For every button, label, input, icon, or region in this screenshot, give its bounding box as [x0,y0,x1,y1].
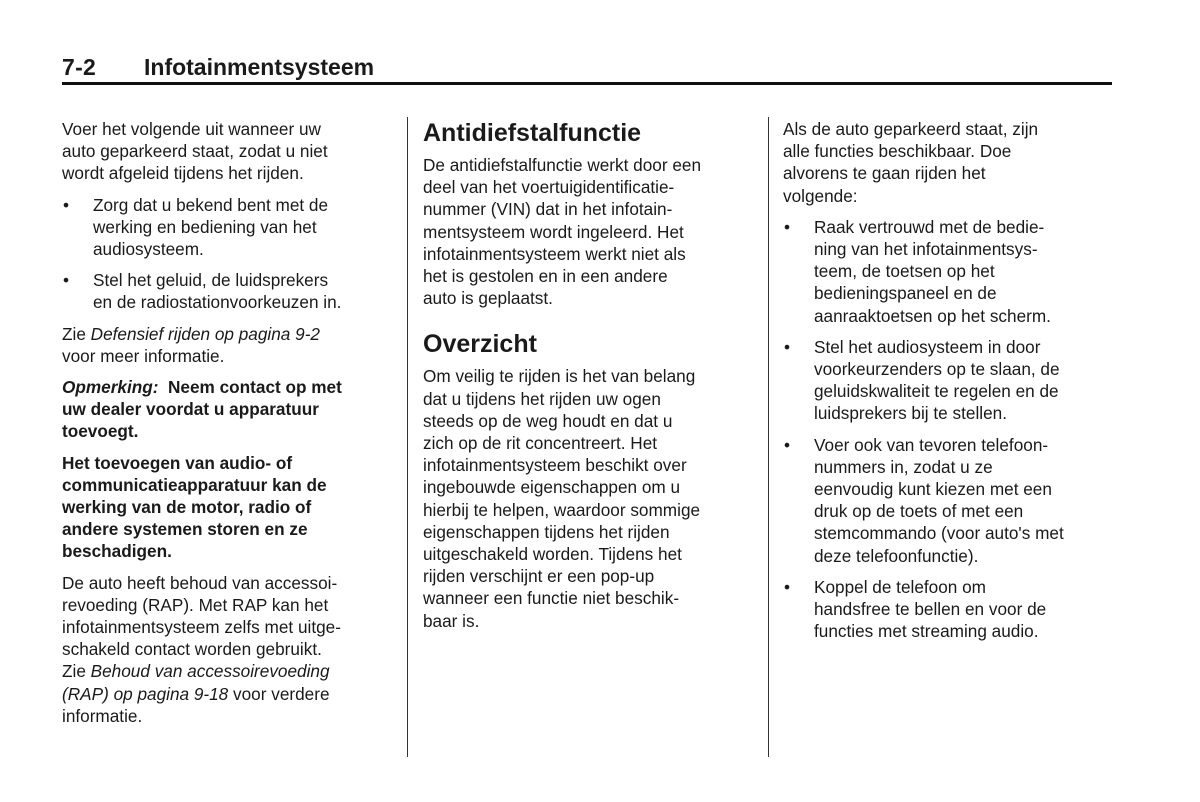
column-left [62,118,398,736]
note: Opmerking: Neem contact op met uw dealer voordat u apparatuur toevoegt. [62,377,342,442]
list-item: • Stel het geluid, de luidsprekers en de radiostationvoorkeuzen in. [63,270,342,313]
section-heading: Antidiefstalfunctie [423,119,642,147]
section-heading: Overzicht [423,330,537,359]
list-item: • Zorg dat u bekend bent met de werking en bediening van het audiosysteem. [63,194,329,260]
column-divider [407,117,408,757]
list-item: • Koppel de telefoon om handsfree te bellen en voor de functies met streaming audio. [784,576,1047,642]
intro-paragraph: Als de auto geparkeerd staat, zijn alle functies beschikbaar. Doe alvorens te gaan rijden het volgende: [783,119,1039,206]
bullet-icon: • [784,434,791,455]
warning: Het toevoegen van audio- of communicatieapparatuur kan de werking van de motor, radio of andere systemen storen en ze beschadigen. [62,452,327,562]
reference-link[interactable]: (RAP) op pagina 9-18 [62,683,229,704]
column-right [783,118,1119,651]
page-number: 7-2 [62,54,97,80]
page-title: Infotainmentsysteem [144,54,375,80]
bullet-icon: • [784,576,791,597]
list-item: • Raak vertrouwd met de bedie- ning van het infotainmentsys- teem, de toetsen op het bedieningspaneel en de aanraaktoetsen op het scherm. [784,216,1051,326]
column-middle [423,118,761,641]
reference-link[interactable]: Defensief rijden op pagina 9-2 [90,323,320,344]
bullet-icon: • [784,216,791,237]
antitheft-paragraph: De antidiefstalfunctie werkt door een deel van het voertuigidentificatie- nummer (VIN) dat in het infotain- mentsysteem wordt ingeleerd. Het infotainmentsysteem werkt niet als het is gestolen en in een andere auto is geplaatst. [423,155,702,309]
page-header [62,54,1112,84]
bullet-icon: • [63,194,70,215]
intro-paragraph: Voer het volgende uit wanneer uw auto geparkeerd staat, zodat u niet wordt afgeleid tijdens het rijden. [62,119,328,184]
rap-paragraph: De auto heeft behoud van accessoi- revoeding (RAP). Met RAP kan het infotainmentsysteem zelfs met uitge- schakeld contact worden gebruikt. Zie Behoud van accessoirevoeding (RAP) op pagina 9-18 voor verdere informatie. [62,572,341,726]
cross-reference: Zie Defensief rijden op pagina 9-2 voor meer informatie. [62,323,320,366]
list-item: • Stel het audiosysteem in door voorkeurzenders op te slaan, de geluidskwaliteit te regelen en de luidsprekers bij te stellen. [784,336,1060,424]
header-rule [62,82,1112,85]
column-divider [768,117,769,757]
reference-link[interactable]: Behoud van accessoirevoeding [90,661,330,682]
list-item: • Voer ook van tevoren telefoon- nummers in, zodat u ze eenvoudig kunt kiezen met een druk op de toets of met een stemcommando (voor auto's met deze telefoonfunctie). [784,434,1064,566]
bullet-icon: • [63,270,70,291]
bullet-icon: • [784,336,791,357]
overview-paragraph: Om veilig te rijden is het van belang dat u tijdens het rijden uw ogen steeds op de weg houdt en dat u zich op de rit concentreert. Het infotainmentsysteem beschikt over ingebouwde eigenschappen om u hierbij te helpen, waardoor sommige eigenschappen tijdens het rijden uitgeschakeld worden. Tijdens het rijden verschijnt er een pop-up wanneer een functie niet beschik- baar is. [423,366,701,631]
note-label: Opmerking: [62,377,159,398]
